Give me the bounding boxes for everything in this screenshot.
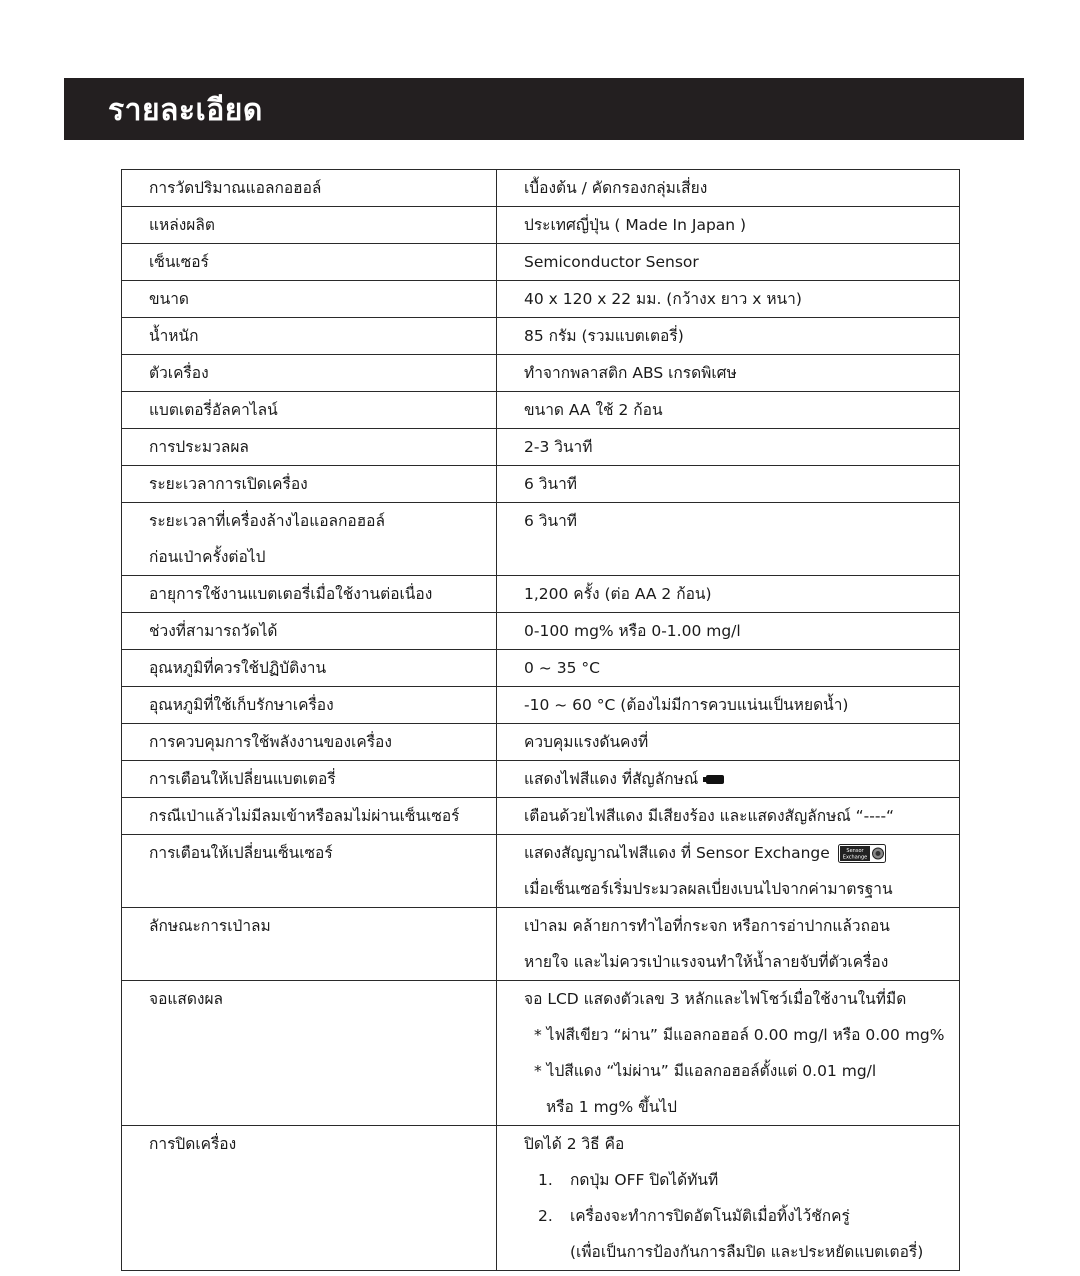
row-value-cell xyxy=(497,1126,960,1271)
row-value: เบื้องต้น / คัดกรองกลุ่มเสี่ยง xyxy=(497,170,960,207)
table-row xyxy=(122,576,960,613)
row-value-line-2: * ไฟสีเขียว “ผ่าน” มีแอลกอฮอล์ 0.00 mg/l หรือ 0.00 mg% xyxy=(534,1026,945,1044)
row-label: การควบคุมการใช้พลังงานของเครื่อง xyxy=(122,724,497,761)
table-row xyxy=(122,207,960,244)
row-value-line xyxy=(524,835,959,871)
row-value: แสดงไฟสีแดง ที่สัญลักษณ์ xyxy=(524,770,699,788)
row-label-cell xyxy=(122,503,497,576)
sensor-icon-text-1: Sensor xyxy=(846,848,864,854)
row-value: แสดงสัญญาณไฟสีแดง ที่ Sensor Exchange xyxy=(524,844,830,862)
table-row xyxy=(122,170,960,207)
row-value-cell xyxy=(497,981,960,1126)
header-bar xyxy=(64,78,1024,140)
list-number: 1. xyxy=(538,1171,553,1189)
list-item xyxy=(524,1162,959,1198)
row-value-line: ปิดได้ 2 วิธี คือ xyxy=(524,1135,625,1153)
row-value-line-2: หายใจ และไม่ควรเป่าแรงจนทำให้น้ำลายจับที่ตัวเครื่อง xyxy=(524,953,889,971)
table-row xyxy=(122,1126,960,1271)
row-value: 6 วินาที xyxy=(497,466,960,503)
row-label: การเตือนให้เปลี่ยนแบตเตอรี่ xyxy=(122,761,497,798)
row-value-cell xyxy=(497,761,960,798)
row-label: ขนาด xyxy=(122,281,497,318)
row-label: ระยะเวลาการเปิดเครื่อง xyxy=(122,466,497,503)
row-value: 40 x 120 x 22 มม. (กว้างx ยาว x หนา) xyxy=(497,281,960,318)
table-row xyxy=(122,429,960,466)
table-row xyxy=(122,392,960,429)
row-value: เตือนด้วยไฟสีแดง มีเสียงร้อง และแสดงสัญลักษณ์ “----“ xyxy=(497,798,960,835)
table-row xyxy=(122,244,960,281)
list-number: 2. xyxy=(538,1207,553,1225)
row-value-line-2: เมื่อเซ็นเซอร์เริ่มประมวลผลเบี่ยงเบนไปจากค่ามาตรฐาน xyxy=(524,880,893,898)
table-row xyxy=(122,835,960,908)
row-label: การวัดปริมาณแอลกอฮอล์ xyxy=(122,170,497,207)
row-value-line-3: * ไปสีแดง “ไม่ผ่าน” มีแอลกอฮอล์ตั้งแต่ 0.01 mg/l xyxy=(534,1062,877,1080)
row-label: น้ำหนัก xyxy=(122,318,497,355)
row-value-cell xyxy=(497,908,960,981)
table-row xyxy=(122,355,960,392)
row-value: 2-3 วินาที xyxy=(497,429,960,466)
table-row xyxy=(122,281,960,318)
list-text: เครื่องจะทำการปิดอัตโนมัติเมื่อทิ้งไว้ชักครู่ xyxy=(570,1207,850,1225)
row-label: จอแสดงผล xyxy=(122,981,497,1126)
list-text: กดปุ่ม OFF ปิดได้ทันที xyxy=(570,1171,719,1189)
table-row xyxy=(122,687,960,724)
row-label: อุณหภูมิที่ควรใช้ปฏิบัติงาน xyxy=(122,650,497,687)
row-label: ลักษณะการเป่าลม xyxy=(122,908,497,981)
row-value: 85 กรัม (รวมแบตเตอรี่) xyxy=(497,318,960,355)
row-value: ขนาด AA ใช้ 2 ก้อน xyxy=(497,392,960,429)
battery-icon xyxy=(706,775,724,784)
row-value: 0 ~ 35 °C xyxy=(497,650,960,687)
row-value-line: เป่าลม คล้ายการทำไอที่กระจก หรือการอ่าปากแล้วถอน xyxy=(524,917,890,935)
list-item xyxy=(524,1198,959,1234)
row-value: Semiconductor Sensor xyxy=(497,244,960,281)
row-value-line: จอ LCD แสดงตัวเลข 3 หลักและไฟโชว์เมื่อใช้งานในที่มืด xyxy=(524,990,907,1008)
table-row xyxy=(122,724,960,761)
list-text-continued: (เพื่อเป็นการป้องกันการลืมปิด และประหยัดแบตเตอรี่) xyxy=(570,1243,924,1261)
row-value: ทำจากพลาสติก ABS เกรดพิเศษ xyxy=(497,355,960,392)
row-value: ประเทศญี่ปุ่น ( Made In Japan ) xyxy=(497,207,960,244)
page-title: รายละเอียด xyxy=(108,93,263,128)
row-label: แบตเตอรี่อัลคาไลน์ xyxy=(122,392,497,429)
row-value-line-4: หรือ 1 mg% ขึ้นไป xyxy=(546,1098,677,1116)
row-value: 6 วินาที xyxy=(497,503,960,576)
row-label: การเตือนให้เปลี่ยนเซ็นเซอร์ xyxy=(122,835,497,908)
table-row xyxy=(122,650,960,687)
table-row xyxy=(122,466,960,503)
row-label: กรณีเป่าแล้วไม่มีลมเข้าหรือลมไม่ผ่านเซ็นเซอร์ xyxy=(122,798,497,835)
spec-table xyxy=(121,169,960,1271)
sensor-exchange-icon xyxy=(838,844,886,863)
row-label: การประมวลผล xyxy=(122,429,497,466)
row-label: การปิดเครื่อง xyxy=(122,1126,497,1271)
row-label: แหล่งผลิต xyxy=(122,207,497,244)
row-label: อุณหภูมิที่ใช้เก็บรักษาเครื่อง xyxy=(122,687,497,724)
row-label: เซ็นเซอร์ xyxy=(122,244,497,281)
table-row xyxy=(122,981,960,1126)
table-row xyxy=(122,908,960,981)
table-row xyxy=(122,761,960,798)
row-label-continued: ก่อนเป่าครั้งต่อไป xyxy=(149,548,266,566)
table-row xyxy=(122,318,960,355)
table-row xyxy=(122,613,960,650)
row-label: อายุการใช้งานแบตเตอรี่เมื่อใช้งานต่อเนื่อง xyxy=(122,576,497,613)
table-row xyxy=(122,798,960,835)
row-value: 1,200 ครั้ง (ต่อ AA 2 ก้อน) xyxy=(497,576,960,613)
row-value: 0-100 mg% หรือ 0-1.00 mg/l xyxy=(497,613,960,650)
table-row xyxy=(122,503,960,576)
row-value: -10 ~ 60 °C (ต้องไม่มีการควบแน่นเป็นหยดน้ำ) xyxy=(497,687,960,724)
row-label: ตัวเครื่อง xyxy=(122,355,497,392)
row-value: ควบคุมแรงดันคงที่ xyxy=(497,724,960,761)
sensor-icon-text-2: Exchange xyxy=(842,854,867,861)
row-value-cell xyxy=(497,835,960,908)
row-label: ระยะเวลาที่เครื่องล้างไอแอลกอฮอล์ xyxy=(149,512,385,530)
row-label: ช่วงที่สามารถวัดได้ xyxy=(122,613,497,650)
